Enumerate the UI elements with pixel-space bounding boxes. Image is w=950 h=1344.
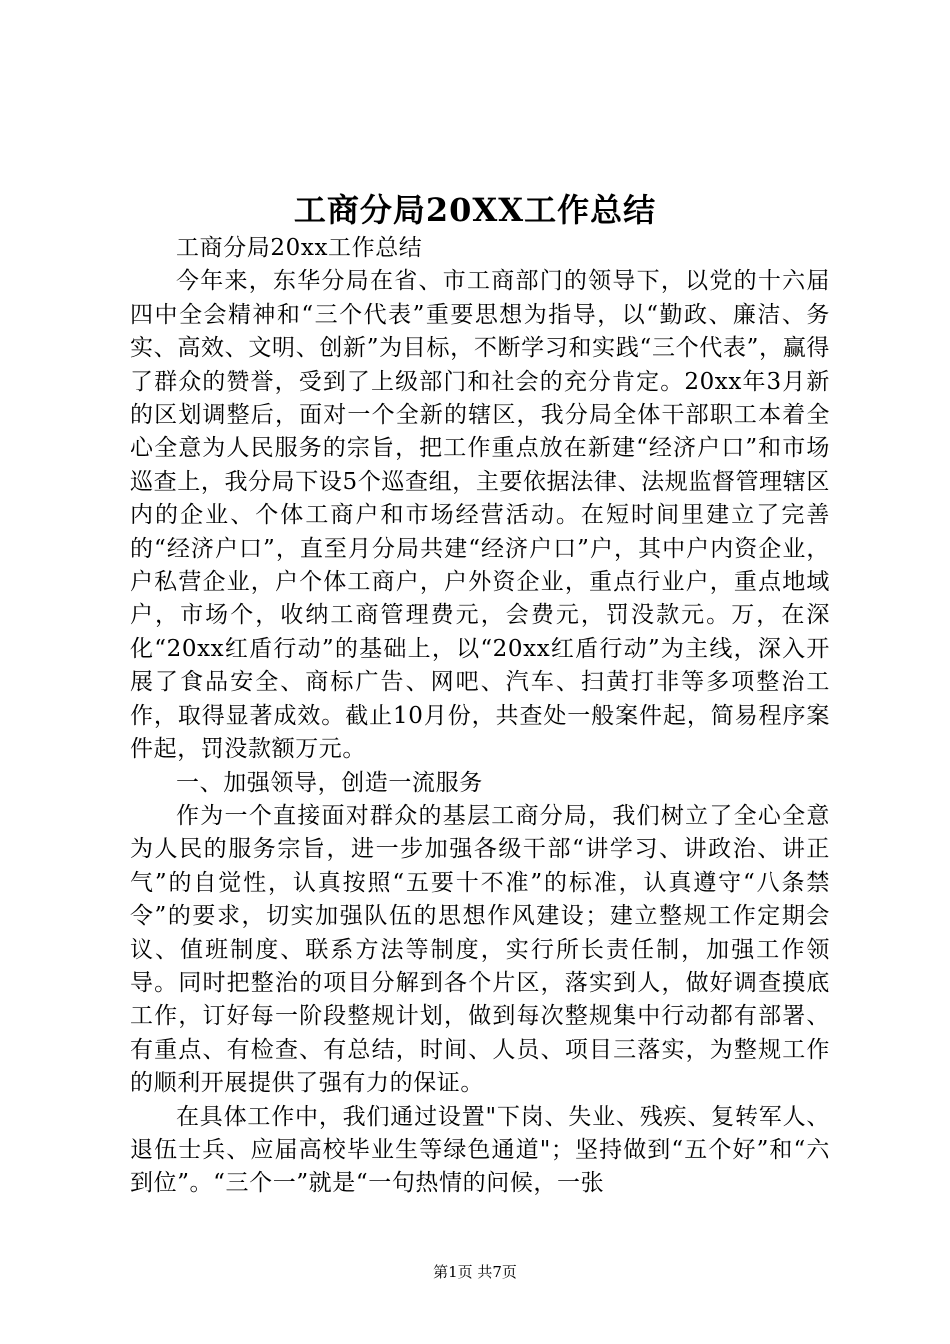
subtitle-paragraph: 工商分局20xx工作总结 xyxy=(176,235,423,261)
document-body xyxy=(130,232,830,1201)
document-title: 工商分局20XX工作总结 xyxy=(293,191,657,229)
page-number: 第1页 共7页 xyxy=(433,1263,517,1281)
section-paragraph: 作为一个直接面对群众的基层工商分局，我们树立了全心全意为人民的服务宗旨，进一步加强各级干部“讲学习、讲政治、讲正气”的自觉性，认真按照“五要十不准”的标准，认真遵守“八条禁令”的要求，切实加强队伍的思想作风建设；建立整规工作定期会议、值班制度、联系方法等制度，实行所长责任制，加强工作领导。同时把整治的项目分解到各个片区，落实到人，做好调查摸底工作，订好每一阶段整规计划，做到每次整规集中行动都有部署、有重点、有检查、有总结，时间、人员、项目三落实，为整规工作的顺利开展提供了强有力的保证。 xyxy=(130,802,830,1097)
detail-paragraph: 在具体工作中，我们通过设置"下岗、失业、残疾、复转军人、退伍士兵、应届高校毕业生等绿色通道"；坚持做到“五个好”和“六到位”。“三个一”就是“一句热情的问候，一张 xyxy=(130,1103,830,1197)
intro-paragraph: 今年来，东华分局在省、市工商部门的领导下，以党的十六届四中全会精神和“三个代表”重要思想为指导，以“勤政、廉洁、务实、高效、文明、创新”为目标，不断学习和实践“三个代表”，赢得了群众的赞誉，受到了上级部门和社会的充分肯定。20xx年3月新的区划调整后，面对一个全新的辖区，我分局全体干部职工本着全心全意为人民服务的宗旨，把工作重点放在新建“经济户口”和市场巡查上，我分局下设5个巡查组，主要依据法律、法规监督管理辖区内的企业、个体工商户和市场经营活动。在短时间里建立了完善的“经济户口”，直至月分局共建“经济户口”户，其中户内资企业，户私营企业，户个体工商户，户外资企业，重点行业户，重点地域户，市场个，收纳工商管理费元，会费元，罚没款元。万，在深化“20xx红盾行动”的基础上，以“20xx红盾行动”为主线，深入开展了食品安全、商标广告、网吧、汽车、扫黄打非等多项整治工作，取得显著成效。截止10月份，共查处一般案件起，简易程序案件起，罚没款额万元。 xyxy=(130,268,830,763)
section-heading: 一、加强领导，创造一流服务 xyxy=(176,769,483,796)
